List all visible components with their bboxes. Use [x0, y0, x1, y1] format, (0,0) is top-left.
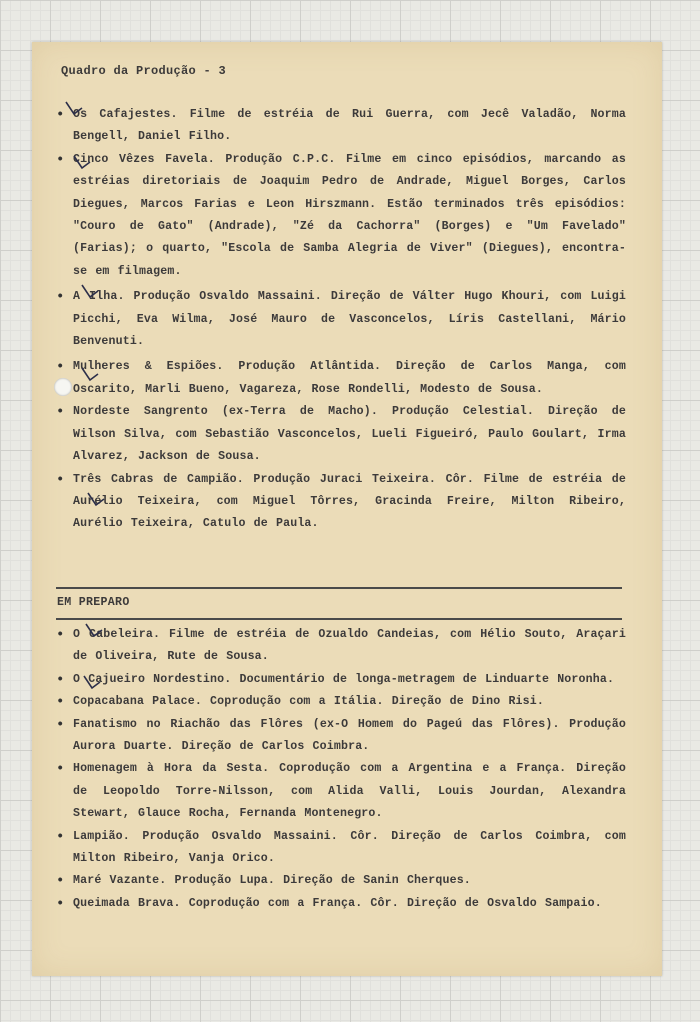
- bullet-icon: •: [56, 716, 65, 733]
- list-item: [56, 104, 626, 149]
- list-item: [56, 826, 626, 871]
- entry-text: Maré Vazante. Produção Lupa. Direção de Sanin Cherques.: [73, 874, 471, 888]
- list-item: [56, 714, 626, 759]
- entry-text: Homenagem à Hora da Sesta. Coprodução com a Argentina e a França. Direção de Leopoldo Torre-Nilsson, com Alida Valli, Louis Jourdan, Alexandra Stewart, Glauce Rocha, Fernanda Montenegro.: [73, 762, 626, 821]
- entry-text: Os Cafajestes. Filme de estréia de Rui Guerra, com Jecê Valadão, Norma Bengell, Daniel Filho.: [73, 108, 626, 144]
- bullet-icon: •: [56, 671, 65, 688]
- section-title: EM PREPARO: [57, 596, 130, 609]
- bullet-icon: •: [56, 471, 65, 488]
- bullet-icon: •: [56, 359, 65, 376]
- entry-text: Queimada Brava. Coprodução com a França. Côr. Direção de Osvaldo Sampaio.: [73, 896, 602, 910]
- section-divider-bottom: [56, 618, 622, 620]
- entry-text: Mulheres & Espiões. Produção Atlântida. Direção de Carlos Manga, com Oscarito, Marli Bueno, Vagareza, Rose Rondelli, Modesto de Sousa.: [73, 360, 626, 396]
- list-item: [56, 669, 626, 691]
- bullet-icon: •: [56, 873, 65, 890]
- list-item: [56, 758, 626, 825]
- bullet-icon: •: [56, 828, 65, 845]
- list-item: [56, 356, 626, 401]
- entry-text: Fanatismo no Riachão das Flôres (ex-O Homem do Pageú das Flôres). Produção Aurora Duarte. Direção de Carlos Coimbra.: [73, 717, 626, 754]
- bullet-icon: •: [56, 694, 65, 711]
- entry-text: Nordeste Sangrento (ex-Terra de Macho). Produção Celestial. Direção de Wilson Silva, com Sebastião Vasconcelos, Lueli Figueiró, Paulo Goulart, Irma Alvarez, Jackson de Sousa.: [73, 405, 626, 464]
- list-item: [56, 893, 626, 915]
- punch-hole: [54, 378, 72, 396]
- entry-text: Lampião. Produção Osvaldo Massaini. Côr. Direção de Carlos Coimbra, com Milton Ribeiro, Vanja Orico.: [73, 829, 626, 866]
- bullet-icon: •: [56, 627, 65, 643]
- bullet-icon: •: [56, 895, 65, 912]
- list-item: [56, 469, 626, 536]
- typed-document-page: [32, 42, 662, 976]
- list-item: [56, 691, 626, 713]
- list-item: [56, 870, 626, 892]
- list-item: [56, 624, 626, 669]
- entry-text: Três Cabras de Campião. Produção Juraci Teixeira. Côr. Filme de estréia de Aurélio Teixeira, com Miguel Tôrres, Gracinda Freire, Milton Ribeiro, Aurélio Teixeira, Catulo de Paula.: [73, 472, 626, 531]
- list-item: [56, 286, 626, 353]
- bullet-icon: •: [56, 761, 65, 778]
- list-item: [56, 401, 626, 468]
- bullet-icon: •: [56, 151, 65, 168]
- bullet-icon: •: [56, 107, 65, 123]
- bullet-icon: •: [56, 289, 65, 306]
- in-production-list: [56, 104, 626, 536]
- entry-text: A Ilha. Produção Osvaldo Massaini. Direção de Válter Hugo Khouri, com Luigi Picchi, Eva Wilma, José Mauro de Vasconcelos, Líris Castellani, Mário Benvenuti.: [73, 290, 626, 349]
- bullet-icon: •: [56, 404, 65, 421]
- entry-text: Cinco Vêzes Favela. Produção C.P.C. Filme em cinco episódios, marcando as estréias diretoriais de Joaquim Pedro de Andrade, Miguel Borges, Carlos Diegues, Marcos Farias e Leon Hirszmann. Estão terminados três episódios: "Couro de Gato" (Andrade), "Zé da Cachorra" (Borges) e "Um Favelado" (Farias); o quarto, "Escola de Samba Alegria de Viver" (Diegues), encontra-se em filmagem.: [73, 152, 626, 278]
- list-item: [56, 149, 626, 283]
- page-header: Quadro da Produção - 3: [61, 64, 227, 78]
- in-preparation-list: [56, 624, 626, 915]
- entry-text: O Cabeleira. Filme de estréia de Ozualdo Candeias, com Hélio Souto, Araçari de Oliveira, Rute de Sousa.: [73, 628, 626, 664]
- section-divider-top: [56, 587, 622, 589]
- entry-text: Copacabana Palace. Coprodução com a Itália. Direção de Dino Risi.: [73, 695, 544, 709]
- entry-text: O Cajueiro Nordestino. Documentário de longa-metragem de Linduarte Noronha.: [73, 672, 615, 686]
